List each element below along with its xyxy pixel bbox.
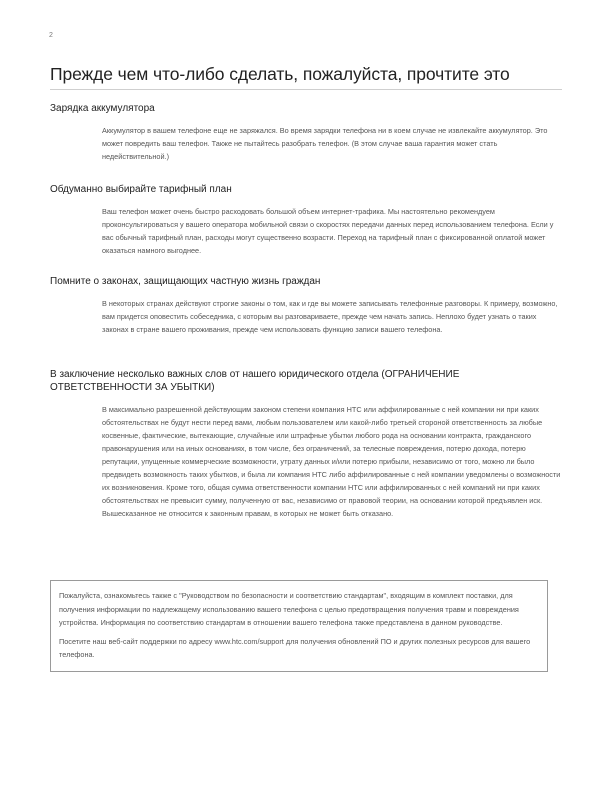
section-body: Аккумулятор в вашем телефоне еще не заряжался. Во время зарядки телефона ни в коем случае не извлекайте аккумулятор. Это может повредить ваш телефон. Также не пытайтесь разобрать телефон. (В этом случае ваша гарантия может стать недействительной.) bbox=[102, 126, 548, 161]
notice-safety-guide: Пожалуйста, ознакомьтесь также с "Руководством по безопасности и соответствию стандартам", входящим в комплект поставки, для получения информации по надлежащему использованию вашего телефона с целью предотвращения получения травм и повреждения устройства. Информация по соответствию стандартам в отношении вашего телефона также представлена в данном руководстве. bbox=[59, 591, 519, 627]
section-body: Ваш телефон может очень быстро расходовать большой объем интернет-трафика. Мы настоятельно рекомендуем проконсультироваться у вашего оператора мобильной связи о скоростях передачи данных перед использованием телефона. Если у вас обычный тарифный план, расходы могут существенно возрасти. Переход на тарифный план с фиксированной оплатой может оказаться намного выгоднее. bbox=[102, 207, 554, 255]
notice-support-site: Посетите наш веб-сайт поддержки по адресу www.htc.com/support для получения обновлений ПО и других полезных ресурсов для вашего телефона. bbox=[59, 636, 531, 659]
page-title: Прежде чем что-либо сделать, пожалуйста, прочтите это bbox=[50, 64, 510, 84]
section-heading: В заключение несколько важных слов от нашего юридического отдела (ОГРАНИЧЕНИЕ ОТВЕТСТВЕННОСТИ ЗА УБЫТКИ) bbox=[50, 369, 460, 393]
page-number: 2 bbox=[49, 32, 53, 39]
notice-box bbox=[50, 580, 548, 672]
section-heading: Помните о законах, защищающих частную жизнь граждан bbox=[50, 276, 321, 287]
title-divider bbox=[50, 89, 562, 90]
section-heading: Обдуманно выбирайте тарифный план bbox=[50, 184, 232, 195]
section-body: В некоторых странах действуют строгие законы о том, как и где вы можете записывать телефонные разговоры. К примеру, возможно, вам придется оповестить собеседника, с которым вы разговариваете, прежде чем начать запись. Неплохо будет узнать о таких законах в стране вашего проживания, прежде чем использовать функцию записи вашего телефона. bbox=[102, 299, 558, 334]
section-privacy-laws bbox=[50, 275, 562, 336]
section-body: В максимально разрешенной действующим законом степени компания HTC или аффилированные с ней компании ни при каких обстоятельствах не будут нести перед вами, любым пользователем или какой-либо третьей стороной ответственность за любые косвенные, фактические, вытекающие, случайные или штрафные убытки любого рода на основании контракта, гражданского правонарушения или на иных основаниях, в том числе, без ограничений, за телесные повреждения, потерю дохода, потерю репутации, упущенные коммерческие возможности, утрату данных и/или потерю прибыли, независимо от того, можно ли было предвидеть возможность таких убытков, и была ли компания HTC либо аффилированные с ней компании уведомлены о возможности их возникновения. Кроме того, общая сумма ответственности компании HTC или аффилированных с ней компаний ни при каких обстоятельствах не превысит сумму, полученную от вас, независимо от правовой теории, на основании которой предъявлен иск. Вышесказанное не относится к законным правам, в которых не может быть отказано. bbox=[102, 405, 561, 518]
section-heading: Зарядка аккумулятора bbox=[50, 103, 155, 114]
section-battery-charging bbox=[50, 102, 562, 163]
section-legal-disclaimer bbox=[50, 368, 562, 520]
section-data-plan bbox=[50, 183, 562, 257]
